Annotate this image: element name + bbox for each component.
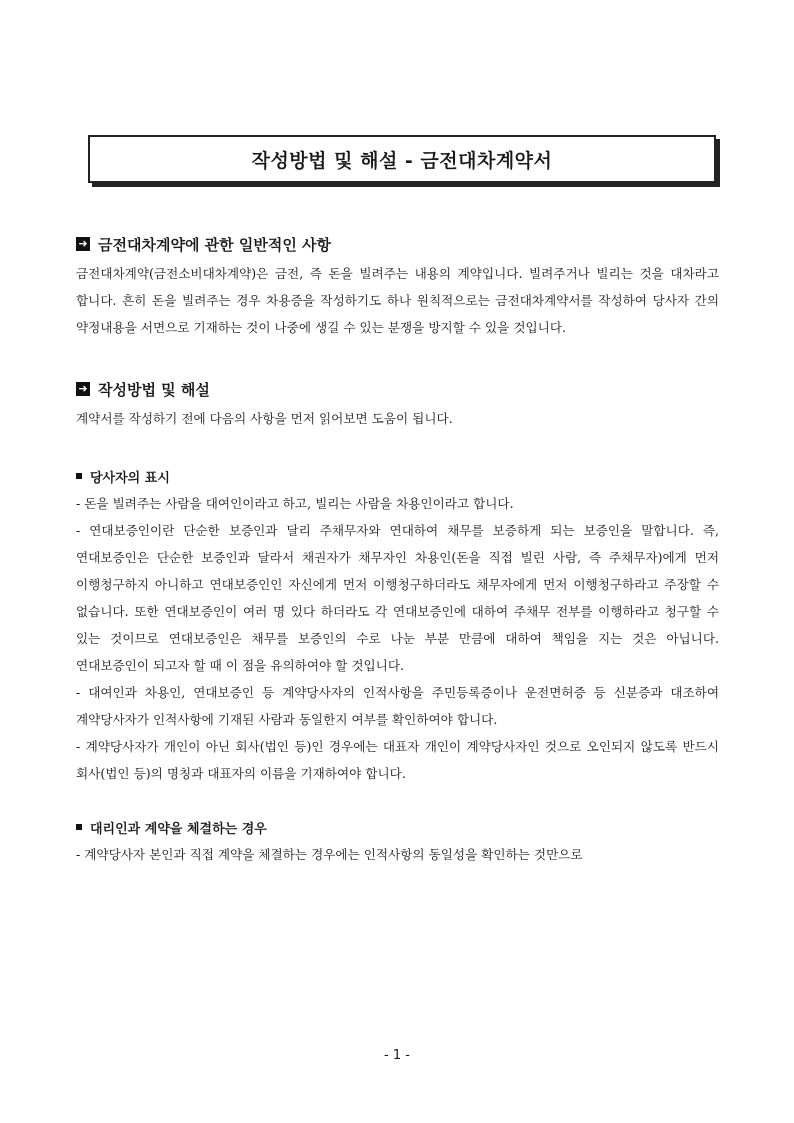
section-method-heading [76, 377, 719, 401]
list-item: - 계약당사자가 개인이 아닌 회사(법인 등)인 경우에는 대표자 개인이 계약당사자인 것으로 오인되지 않도록 반드시 회사(법인 등)의 명칭과 대표자의 이름을 기재하여야 합니다. [76, 739, 719, 781]
list-item: - 대여인과 차용인, 연대보증인 등 계약당사자의 인적사항을 주민등록증이나 운전면허증 등 신분증과 대조하여 계약당사자가 인적사항에 기재된 사람과 동일한지 여부를 확인하여야 합니다. [76, 685, 719, 727]
arrow-right-icon: ➜ [76, 382, 90, 396]
subsection-parties-title: 당사자의 표시 [90, 470, 170, 486]
subsection-agent-title: 대리인과 계약을 체결하는 경우 [90, 821, 267, 837]
section-general-paragraph: 금전대차계약(금전소비대차계약)은 금전, 즉 돈을 빌려주는 내용의 계약입니다. 빌려주거나 빌리는 것을 대차라고 합니다. 흔히 돈을 빌려주는 경우 차용증을 작성하기도 하나 원칙적으로는 금전대차계약서를 작성하여 당사자 간의 약정내용을 서면으로 기재하는 것이 나중에 생길 수 있는 분쟁을 방지할 수 있을 것입니다. [76, 266, 719, 335]
list-item: - 연대보증인이란 단순한 보증인과 달리 주채무자와 연대하여 채무를 보증하게 되는 보증인을 말합니다. 즉, 연대보증인은 단순한 보증인과 달라서 채권자가 채무자인 차용인(돈을 직접 빌린 사람, 즉 주채무자)에게 먼저 이행청구하지 아니하고 연대보증인인 자신에게 먼저 이행청구하더라도 채무자에게 먼저 이행청구하라고 주장할 수 없습니다. 또한 연대보증인이 여러 명 있다 하더라도 각 연대보증인에 대하여 주채무 전부를 이행하라고 청구할 수 있는 것이므로 연대보증인은 채무를 보증인의 수로 나눈 부분 만큼에 대하여 책임을 지는 것은 아닙니다. 연대보증인이 되고자 할 때 이 점을 유의하여야 할 것입니다. [76, 523, 719, 673]
subsection-parties-heading [76, 464, 719, 488]
document-body [76, 232, 719, 868]
page-number: - 1 - [384, 1048, 410, 1063]
list-item: - 계약당사자 본인과 직접 계약을 체결하는 경우에는 인적사항의 동일성을 확인하는 것만으로 [76, 847, 583, 862]
section-general-title: 금전대차계약에 관한 일반적인 사항 [98, 235, 332, 254]
section-general-heading [76, 232, 719, 256]
square-bullet-icon [76, 473, 82, 479]
list-item: - 돈을 빌려주는 사람을 대여인이라고 하고, 빌리는 사람을 차용인이라고 합니다. [76, 496, 514, 511]
arrow-right-icon: ➜ [76, 237, 90, 251]
document-title: 작성방법 및 해설 - 금전대차계약서 [88, 135, 716, 183]
section-method-paragraph: 계약서를 작성하기 전에 다음의 사항을 먼저 읽어보면 도움이 됩니다. [76, 411, 453, 426]
section-method-title: 작성방법 및 해설 [98, 380, 210, 399]
square-bullet-icon [76, 824, 82, 830]
subsection-agent-heading [76, 815, 719, 839]
